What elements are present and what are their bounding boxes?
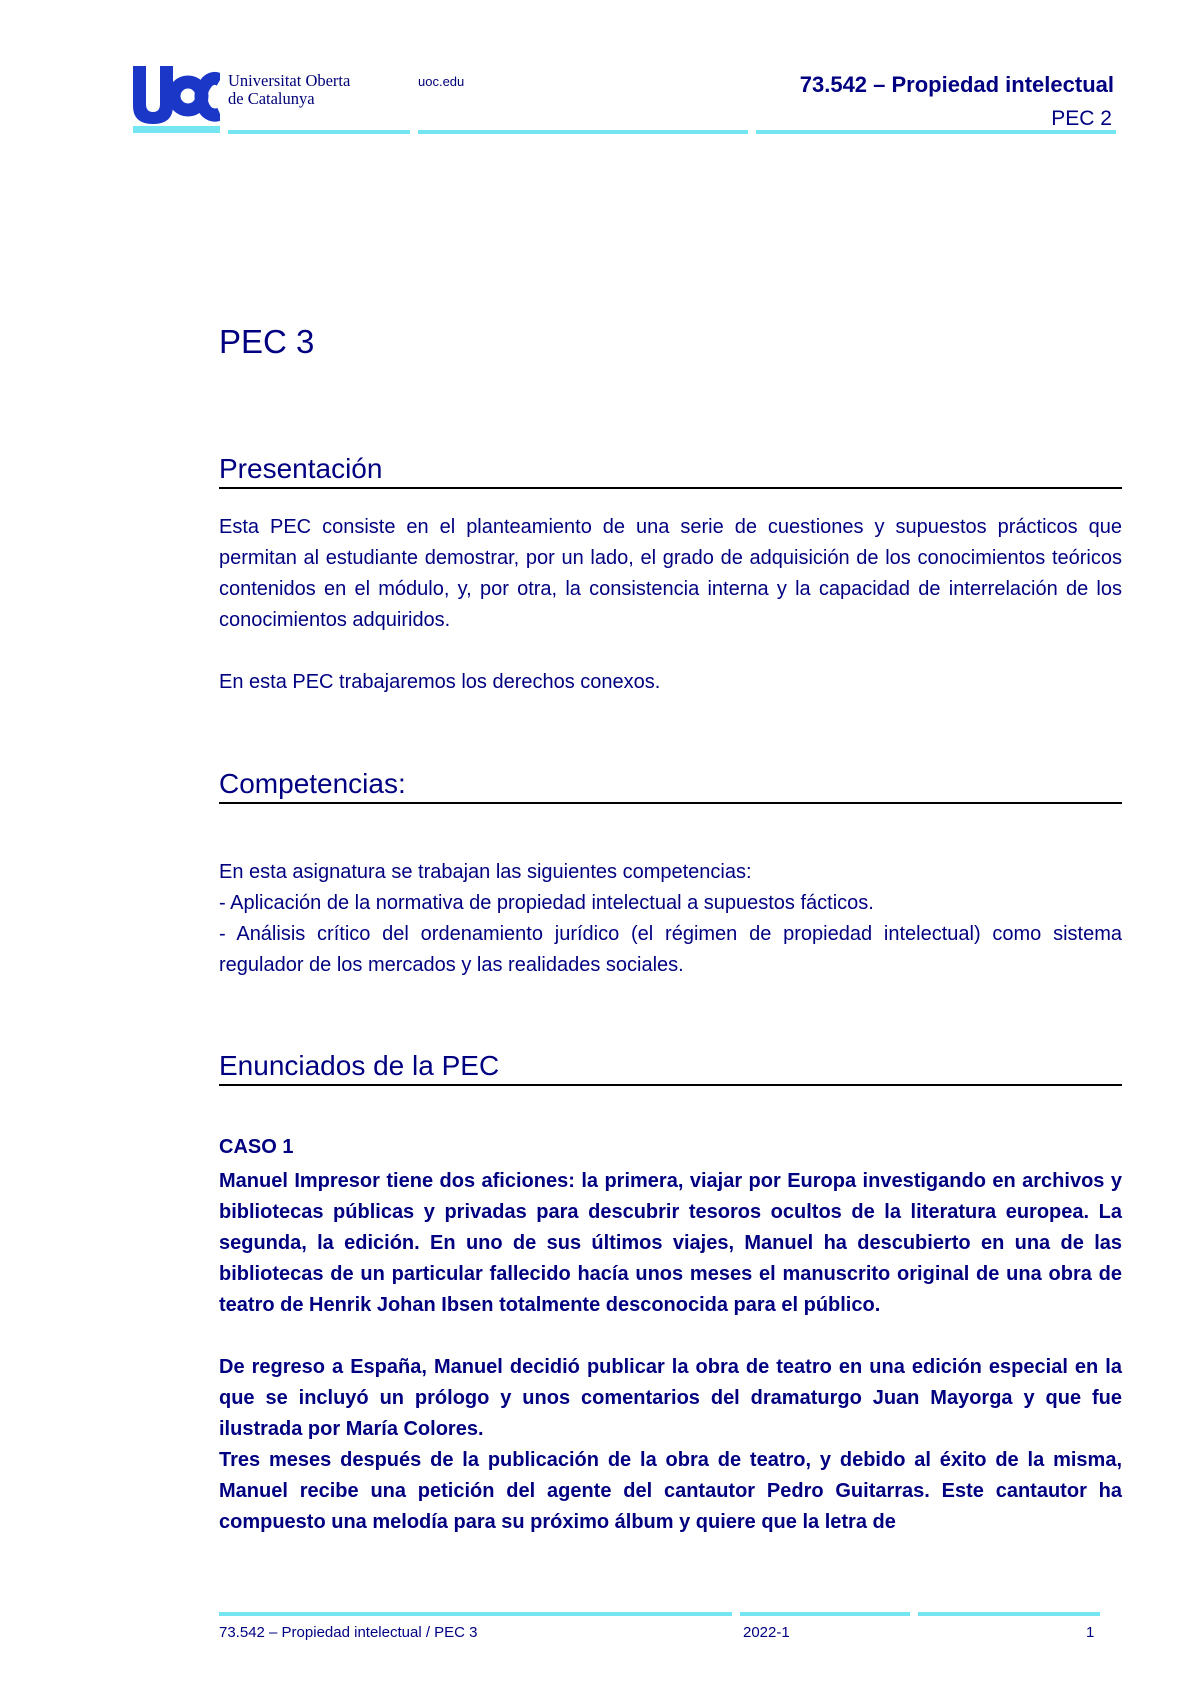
university-name-line1: Universitat Oberta [228,71,351,90]
section-heading-presentacion: Presentación [219,452,1122,489]
footer-rule-left [219,1612,732,1616]
header-course-title: 73.542 – Propiedad intelectual [799,72,1114,97]
section-heading-enunciados: Enunciados de la PEC [219,1049,1122,1086]
uoc-logo-icon [133,66,220,133]
footer-page-number: 1 [1086,1624,1095,1641]
university-name [228,72,350,108]
header-rule-middle [418,130,748,134]
header-rule-left [228,130,410,134]
university-name-line2: de Catalunya [228,89,315,108]
case-paragraph-3: Tres meses después de la publicación de la obra de teatro, y debido al éxito de la misma, Manuel recibe una petición del agente del cantautor Pedro Guitarras. Este cantautor ha compuesto una melodía para su próximo álbum y quiere que la letra de [219,1449,1122,1533]
case-title: CASO 1 [219,1136,294,1158]
case-paragraph-1: Manuel Impresor tiene dos aficiones: la primera, viajar por Europa investigando en archivos y bibliotecas públicas y privadas para descubrir tesoros ocultos de la literatura europea. La segunda, la edición. En uno de sus últimos viajes, Manuel ha descubierto en una de las bibliotecas de un particular fallecido hacía unos meses el manuscrito original de una obra de teatro de Henrik Johan Ibsen totalmente desconocida para el público. [219,1170,1122,1316]
competencias-item-2: - Análisis crítico del ordenamiento jurídico (el régimen de propiedad intelectual) como sistema regulador de los mercados y las realidades sociales. [219,923,1122,976]
presentacion-paragraph-2: En esta PEC trabajaremos los derechos conexos. [219,671,661,693]
footer-rule-right [918,1612,1100,1616]
footer-rule-middle [740,1612,910,1616]
footer-semester: 2022-1 [743,1624,790,1641]
competencias-item-1: - Aplicación de la normativa de propiedad intelectual a supuestos fácticos. [219,892,874,914]
footer-course: 73.542 – Propiedad intelectual / PEC 3 [219,1624,478,1641]
header-pec-label: PEC 2 [1051,107,1112,130]
case-paragraph-2: De regreso a España, Manuel decidió publicar la obra de teatro en una edición especial en la que se incluyó un prólogo y unos comentarios del dramaturgo Juan Mayorga y que fue ilustrada por María Colores. [219,1356,1122,1440]
presentacion-paragraph-1: Esta PEC consiste en el planteamiento de una serie de cuestiones y supuestos prácticos que permitan al estudiante demostrar, por un lado, el grado de adquisición de los conocimientos teóricos contenidos en el módulo, y, por otra, la consistencia interna y la capacidad de interrelación de los conocimientos adquiridos. [219,516,1122,631]
page-title: PEC 3 [219,323,315,360]
section-heading-competencias: Competencias: [219,767,1122,804]
competencias-intro: En esta asignatura se trabajan las siguientes competencias: [219,861,752,883]
header-rule-right [756,130,1116,134]
website-link[interactable]: uoc.edu [418,74,465,89]
